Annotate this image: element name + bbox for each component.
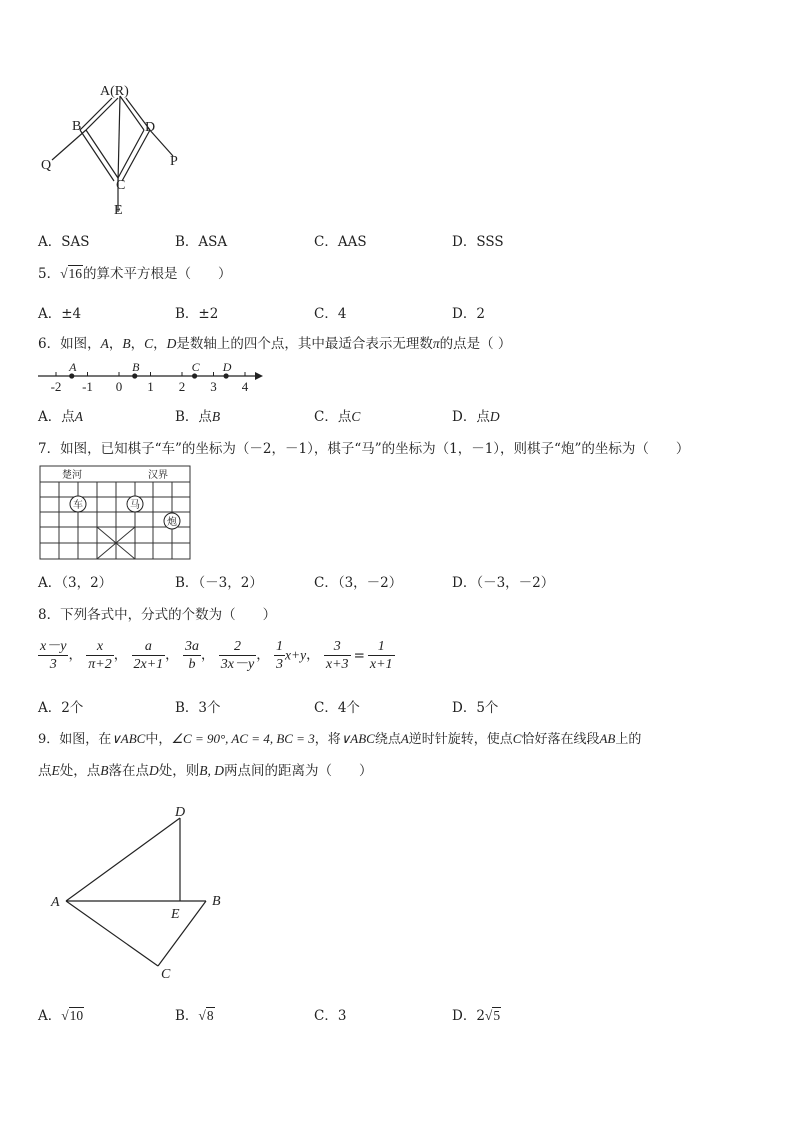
number-line xyxy=(36,355,271,397)
axis-tick-label: 3 xyxy=(210,379,217,394)
expr-1: $\frac{x-y}{3}$ xyxy=(40,639,67,672)
axis-point-label-A: A xyxy=(69,360,77,374)
fraction-list: $\frac{x-y}{3}$ ， $\frac{x}{\pi+2}$ ， $\frac{a}{2x+1}$ ， $\frac{3a}{b}$ ， $\frac{2}{3x-y}$ ， $\frac{1}{3}$ x+y， $\frac{3}{x+3}$ = $\frac{1}{x+1}$ xyxy=(40,639,393,672)
q7-option-b[interactable]: B．（－3，2） xyxy=(175,575,263,591)
label-P: P xyxy=(170,154,178,169)
q5-option-a[interactable]: A．±4 xyxy=(38,306,82,322)
label-E: E xyxy=(171,907,180,922)
q9-option-b[interactable]: B．√8 xyxy=(175,1008,214,1024)
q6-option-c[interactable]: C．点C xyxy=(314,409,361,425)
expr-6: $\frac{1}{3}$ x+y xyxy=(276,639,307,672)
label-E: E xyxy=(114,203,123,218)
expr-7: $\frac{3}{x+3}$ = $\frac{1}{x+1}$ xyxy=(325,639,393,672)
q9-option-a[interactable]: A．√10 xyxy=(38,1008,84,1024)
q9-option-c[interactable]: C．3 xyxy=(314,1008,347,1024)
expr-3: $\frac{a}{2x+1}$ xyxy=(133,639,164,672)
q4-option-b[interactable]: B．ASA xyxy=(175,234,228,250)
label-D: D xyxy=(175,805,186,820)
label-A: A xyxy=(51,895,60,910)
piece-ma xyxy=(127,496,143,512)
question-6: 6．如图，A，B，C，D是数轴上的四个点，其中最适合表示无理数π的点是（ ） xyxy=(38,336,512,352)
q7-option-a[interactable]: A．（3，2） xyxy=(38,575,113,591)
question-8: 8．下列各式中，分式的个数为（ ） xyxy=(38,607,277,623)
label-B: B xyxy=(212,894,221,909)
question-9-line-2: 点E处，点B落在点D处，则B, D两点间的距离为（ ） xyxy=(38,763,373,779)
q5-option-b[interactable]: B．±2 xyxy=(175,306,219,322)
label-B: B xyxy=(72,119,82,134)
axis-tick-label: -2 xyxy=(50,379,62,394)
q5-option-d[interactable]: D．2 xyxy=(452,306,485,322)
axis-tick-label: 2 xyxy=(178,379,186,394)
expr-2: $\frac{x}{\pi+2}$ xyxy=(88,639,112,672)
q4-option-a[interactable]: A．SAS xyxy=(38,234,90,250)
axis-point-A xyxy=(69,373,74,378)
piece-ju xyxy=(70,496,86,512)
q7-option-c[interactable]: C．（3，－2） xyxy=(314,575,403,591)
question-7: 7．如图，已知棋子“车”的坐标为（－2，－1），棋子“马”的坐标为（1，－1），则棋子“炮”的坐标为（ ） xyxy=(38,441,690,457)
q4-option-d[interactable]: D．SSS xyxy=(452,234,504,250)
triangle-figure xyxy=(40,800,240,982)
q7-option-d[interactable]: D．（－3，－2） xyxy=(452,575,555,591)
q8-option-a[interactable]: A．2个 xyxy=(38,700,84,716)
label-C: C xyxy=(116,178,126,193)
q8-option-d[interactable]: D．5个 xyxy=(452,700,499,716)
axis-tick-label: -1 xyxy=(82,379,93,394)
q8-option-b[interactable]: B．3个 xyxy=(175,700,221,716)
label-C: C xyxy=(161,967,171,982)
axis-tick-label: 1 xyxy=(147,379,154,394)
q6-option-d[interactable]: D．点D xyxy=(452,409,500,425)
q5-option-c[interactable]: C．4 xyxy=(314,306,347,322)
label-A: A(R) xyxy=(100,84,129,99)
river-right: 汉界 xyxy=(148,470,168,481)
sqrt-16: √16 xyxy=(60,266,83,281)
kite-figure xyxy=(30,78,200,220)
expr-5: $\frac{2}{3x-y}$ xyxy=(220,639,255,672)
river-left: 楚河 xyxy=(62,470,82,481)
axis-point-D xyxy=(224,373,229,378)
q6-option-a[interactable]: A．点A xyxy=(38,409,83,425)
q6-option-b[interactable]: B．点B xyxy=(175,409,221,425)
label-D: D xyxy=(145,120,156,135)
axis-point-label-D: D xyxy=(222,360,232,374)
question-9-line-1: 9．如图，在∨ABC中，∠C = 90°, AC = 4, BC = 3，将∨ABC绕点A逆时针旋转，使点C恰好落在线段AB上的 xyxy=(38,731,642,747)
svg-text:马: 马 xyxy=(130,500,140,511)
label-Q: Q xyxy=(41,158,52,173)
svg-text:车: 车 xyxy=(73,500,83,511)
axis-point-C xyxy=(192,373,197,378)
q9-option-d[interactable]: D．2√5 xyxy=(452,1008,501,1024)
axis-point-B xyxy=(132,373,137,378)
question-5: 5．√16的算术平方根是（ ） xyxy=(38,266,232,282)
expr-4: $\frac{3a}{b}$ xyxy=(184,639,199,672)
axis-tick-label: 4 xyxy=(241,379,249,394)
q4-option-c[interactable]: C．AAS xyxy=(314,234,367,250)
axis-tick-label: 0 xyxy=(115,379,123,394)
chess-board xyxy=(38,464,194,562)
axis-point-label-B: B xyxy=(132,360,140,374)
svg-text:炮: 炮 xyxy=(167,517,177,528)
piece-pao xyxy=(164,513,180,529)
axis-point-label-C: C xyxy=(191,360,200,374)
q8-option-c[interactable]: C．4个 xyxy=(314,700,360,716)
